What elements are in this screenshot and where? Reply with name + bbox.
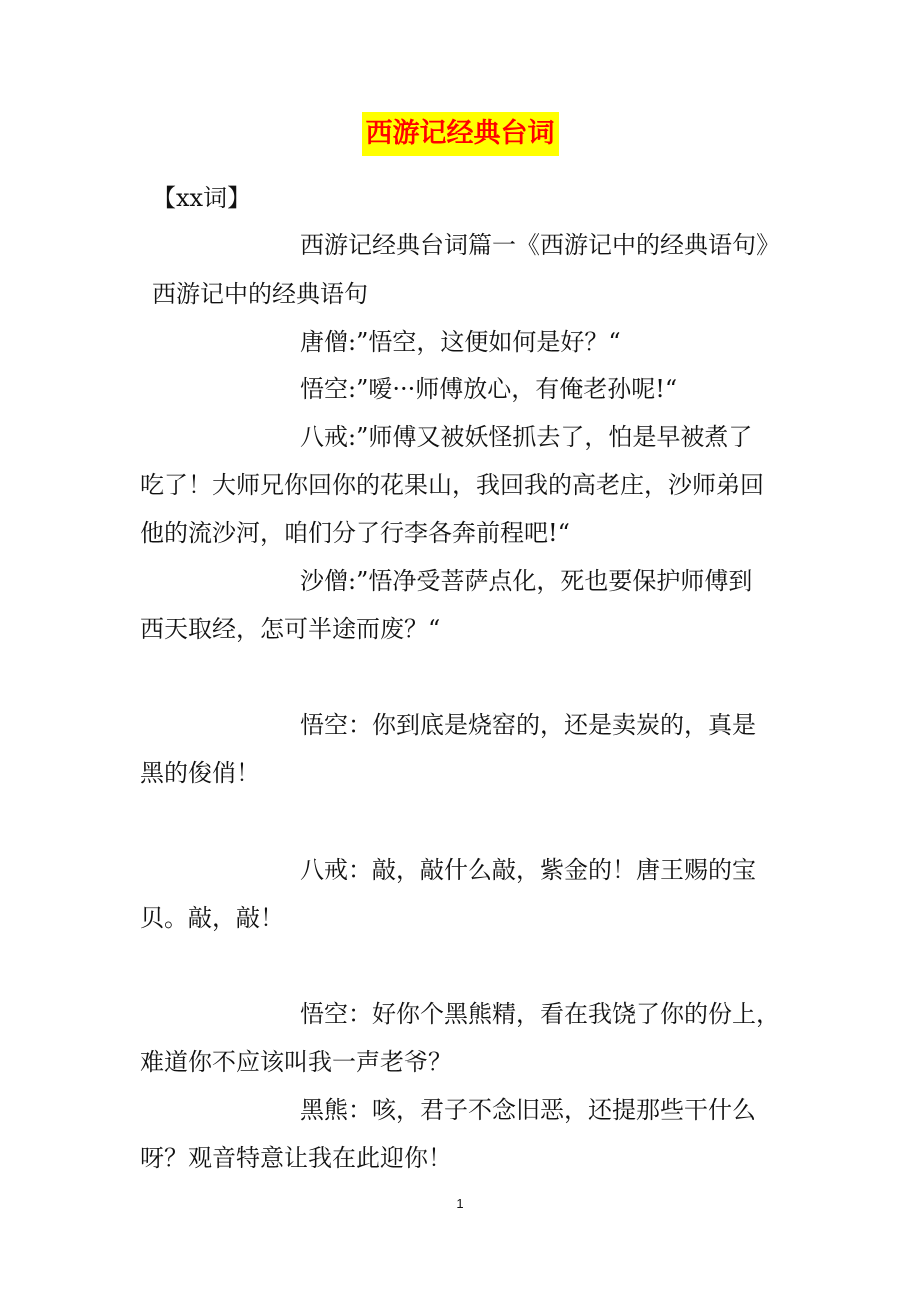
dialogue-line: 悟空：你到底是烧窑的，还是卖炭的，真是 <box>300 711 756 739</box>
document-title: 西游记经典台词 <box>362 112 559 156</box>
dialogue-line: 悟空：好你个黑熊精，看在我饶了你的份上， <box>300 1000 780 1028</box>
dialogue-line: 唐僧:”悟空，这便如何是好？“ <box>300 328 621 356</box>
dialogue-line: 难道你不应该叫我一声老爷？ <box>140 1048 452 1076</box>
subheading: 西游记中的经典语句 <box>152 280 368 308</box>
title-container <box>0 112 920 156</box>
dialogue-line: 黑熊：咳，君子不念旧恶，还提那些干什么 <box>300 1096 756 1124</box>
dialogue-line: 黑的俊俏！ <box>140 759 260 787</box>
dialogue-line: 他的流沙河，咱们分了行李各奔前程吧!“ <box>140 519 570 547</box>
dialogue-line: 吃了！大师兄你回你的花果山，我回我的高老庄，沙师弟回 <box>140 471 764 499</box>
dialogue-line: 贝。敲，敲！ <box>140 904 284 932</box>
dialogue-line: 沙僧:”悟净受菩萨点化，死也要保护师傅到 <box>300 567 753 595</box>
tag-label: 【xx词】 <box>152 184 252 212</box>
dialogue-line: 呀？观音特意让我在此迎你！ <box>140 1144 452 1172</box>
page-number: 1 <box>456 1196 464 1211</box>
dialogue-line: 八戒:”师傅又被妖怪抓去了，怕是早被煮了 <box>300 423 753 451</box>
dialogue-line: 悟空:”嗳···师傅放心，有俺老孙呢!“ <box>300 375 678 403</box>
dialogue-line: 八戒：敲，敲什么敲，紫金的！唐王赐的宝 <box>300 856 756 884</box>
heading-line: 西游记经典台词篇一《西游记中的经典语句》 <box>300 231 780 259</box>
dialogue-line: 西天取经，怎可半途而废？“ <box>140 615 441 643</box>
